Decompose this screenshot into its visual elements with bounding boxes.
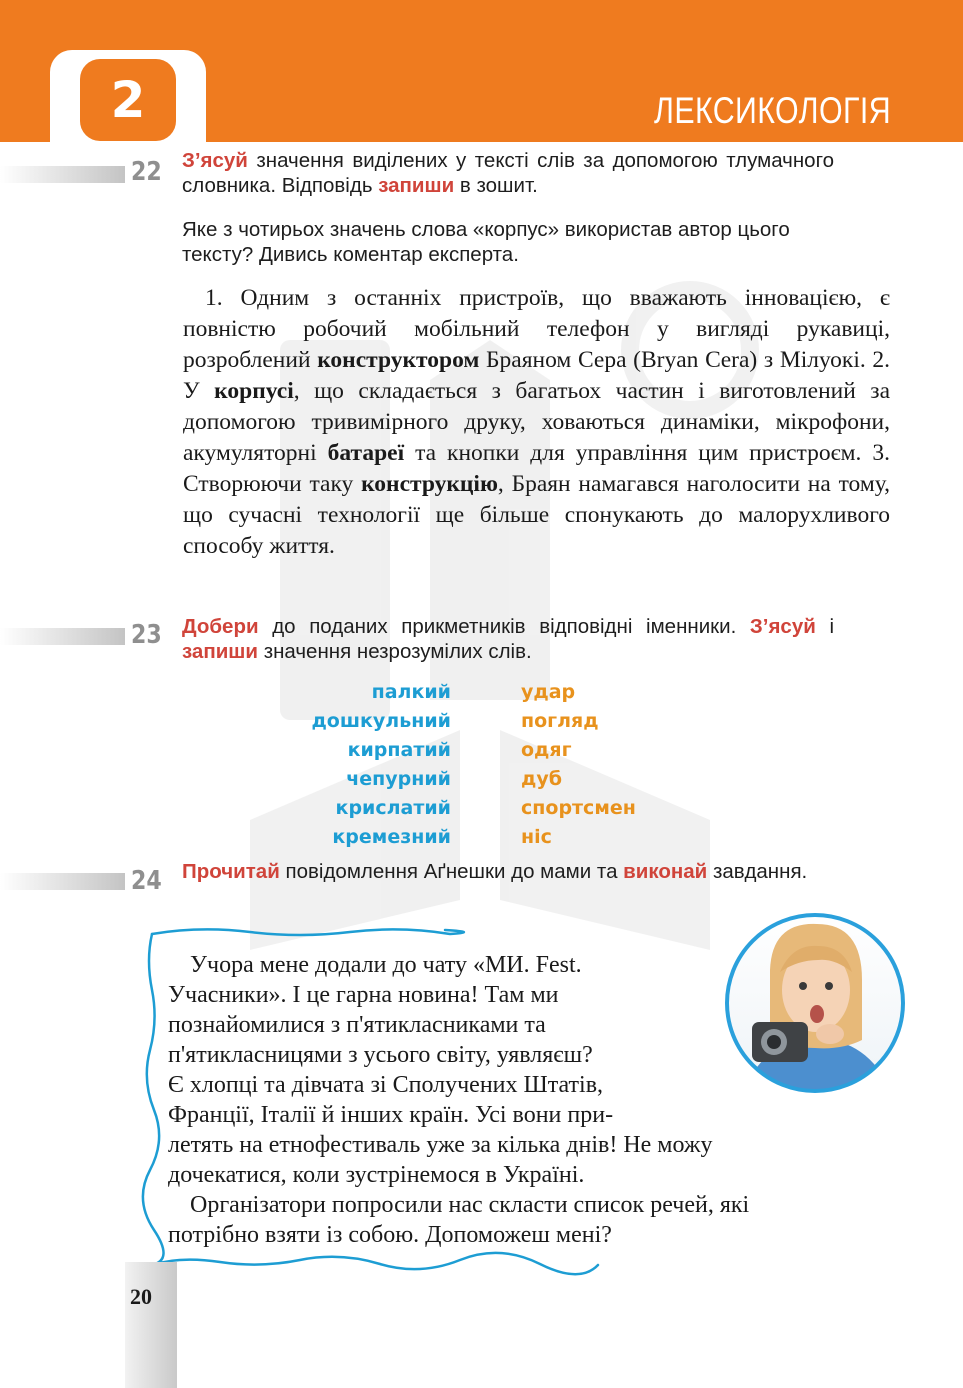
exercise-number: 24	[131, 866, 162, 896]
agneshka-message	[168, 950, 868, 1250]
adjective: кремезний	[332, 826, 451, 848]
task-verb: Прочитай	[182, 860, 280, 883]
chapter-title: ЛЕКСИКОЛОГІЯ	[654, 90, 891, 131]
task-verb: З’ясуй	[182, 149, 248, 172]
message-line: потрібно взяти із собою. Допоможеш мені?	[168, 1222, 612, 1248]
adjective: кирпатий	[347, 739, 451, 761]
exercise-task: З’ясуй значення виділених у тексті слів за допомогою тлумачного словника. Відповідь запиши в зошит.	[182, 149, 834, 197]
chapter-number: 2	[80, 59, 176, 141]
message-line: Учора мене додали до чату «МИ. Fest.	[190, 952, 582, 978]
noun: одяг	[521, 739, 572, 761]
highlighted-word: корпусі	[214, 378, 294, 404]
message-line: Організатори попросили нас скласти список речей, які	[190, 1192, 750, 1218]
noun: удар	[521, 681, 576, 703]
highlighted-word: конструктором	[317, 347, 480, 373]
exercise-marker-bar	[0, 628, 125, 645]
exercise-task: Добери до поданих прикметників відповідні іменники. З’ясуй і запиши значення незрозумілих слів.	[182, 615, 835, 663]
exercise-marker-bar	[0, 873, 125, 890]
message-line: п'ятикласницями з усього світу, уявляєш?	[168, 1042, 593, 1068]
adjective: чепурний	[346, 768, 451, 790]
message-line: летять на етнофестиваль уже за кілька днів! Не можу	[168, 1132, 713, 1158]
highlighted-word: конструкцію	[361, 471, 498, 497]
task-verb: запиши	[378, 174, 455, 197]
exercise-marker-bar	[0, 166, 125, 183]
adjective: дошкульний	[311, 710, 451, 732]
noun: спортсмен	[521, 797, 636, 819]
exercise-question: Яке з чотирьох значень слова «корпус» використав автор цього тексту? Дивись коментар експерта.	[182, 218, 790, 266]
task-verb: виконай	[623, 860, 708, 883]
page-number: 20	[130, 1284, 152, 1309]
message-line: дочекатися, коли зустрінемося в Україні.	[168, 1162, 585, 1188]
noun-list	[521, 678, 721, 852]
exercise-text: 1. Одним з останніх пристроїв, що вважають інновацією, є повністю робочий мобільний телефон у вигляді рукавиці, розроблений конструктором Браяном Сера (Bryan Cera) з Мілуокі. 2. У корпусі, що складається з багатьох частин і виготовлений за допомогою тривимірного друку, ховаються динаміки, мікрофони, акумуляторні батареї та кнопки для управління цим пристроєм. 3. Створюючи таку конструкцію, Браян намагався наголосити на тому, що сучасні технології ще більше спонукають до малорухливого способу життя.	[183, 285, 891, 559]
noun: дуб	[521, 768, 562, 790]
message-line: Франції, Італії й інших країн. Усі вони при-	[168, 1102, 614, 1128]
highlighted-word: батареї	[327, 440, 405, 466]
exercise-task: Прочитай повідомлення Аґнешки до мами та виконай завдання.	[182, 860, 808, 883]
noun: ніс	[521, 826, 552, 848]
adjective: палкий	[371, 681, 451, 703]
adjective: крислатий	[335, 797, 451, 819]
task-verb: Добери	[182, 615, 259, 638]
task-verb: З’ясуй	[749, 615, 816, 638]
message-line: познайомилися з п'ятикласниками та	[168, 1012, 546, 1038]
exercise-number: 22	[131, 157, 162, 187]
exercise-number: 23	[131, 620, 162, 650]
page-number-strip	[125, 1262, 177, 1388]
message-line: Є хлопці та дівчата зі Сполучених Штатів,	[168, 1072, 604, 1098]
adjective-list	[200, 678, 451, 852]
noun: погляд	[521, 710, 599, 732]
message-line: Учасники». І це гарна новина! Там ми	[168, 982, 559, 1008]
task-verb: запиши	[182, 640, 258, 663]
